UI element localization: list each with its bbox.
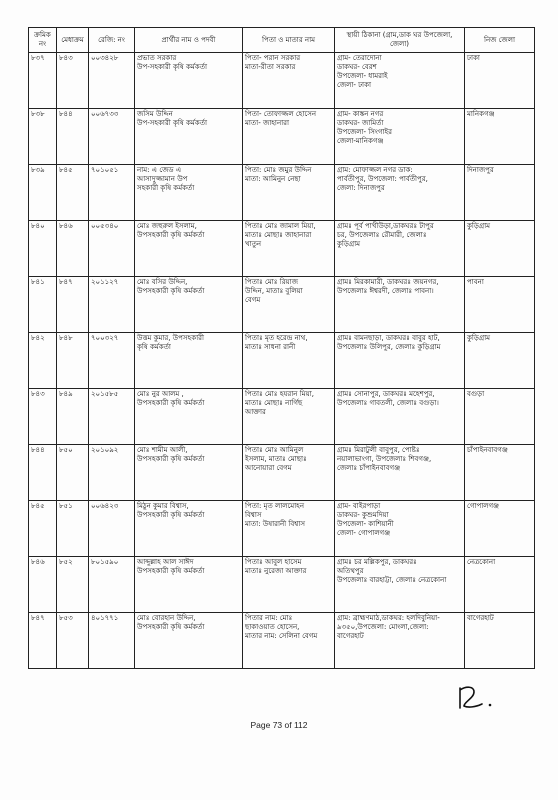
- address-line: উপজেলাঃ গাবতলী, জেলাঃ বগুড়া।: [337, 399, 439, 407]
- cell-reg: ০০৩৪২৮: [89, 53, 135, 109]
- cell-merit: ৮৪৩: [57, 53, 89, 109]
- cell-reg: ২০১৫৮৫: [89, 389, 135, 445]
- table-row: [29, 613, 535, 669]
- cell-district: বাগেরহাট: [465, 613, 535, 669]
- address-line: জেলা: দিনাজপুর: [337, 184, 385, 192]
- cell-serial: ৮৪০: [29, 221, 57, 277]
- cell-merit: ৮৪৯: [57, 389, 89, 445]
- name-line: মোঃ বসির উদ্দিন,: [137, 278, 188, 286]
- parents-line: পিতাঃ মোঃ আমিনুল: [245, 446, 304, 454]
- cell-district: কুড়িগ্রাম: [465, 333, 535, 389]
- cell-reg: ৭০০৩২৭: [89, 333, 135, 389]
- name-line: উত্তম কুমার, উপসহকারী: [137, 334, 204, 342]
- cell-serial: ৮৩৯: [29, 165, 57, 221]
- address-line: গ্রামঃ মিরকামারী, ডাকঘরঃ জয়নগর,: [337, 278, 439, 286]
- name-line: উপসহকারী কৃষি কর্মকর্তা: [137, 231, 205, 239]
- parents-line: পিতা- তোফাজ্জল হোসেন: [245, 110, 317, 118]
- cell-serial: ৮৩৮: [29, 109, 57, 165]
- table-header-row: [29, 28, 535, 53]
- cell-reg: ০০৬৭৩৩: [89, 109, 135, 165]
- parents-line: মাতাঃ সাধনা রানী: [245, 343, 296, 351]
- cell-address: [335, 501, 465, 557]
- cell-district: গোপালগঞ্জ: [465, 501, 535, 557]
- cell-reg: ৭০১০৫১: [89, 165, 135, 221]
- cell-serial: ৮৩৭: [29, 53, 57, 109]
- table-row: [29, 501, 535, 557]
- cell-district: বগুড়া: [465, 389, 535, 445]
- address-line: গ্রাম: মোফাজ্জল নগর ডাক:: [337, 166, 413, 174]
- address-line: গ্রামঃ পূর্ব পাখীউড়া,ডাকঘরঃ টাপুর: [337, 222, 434, 230]
- cell-address: [335, 557, 465, 613]
- address-line: উপজেলাঃ ঈশ্বরদী, জেলাঃ পাবনা।: [337, 287, 434, 295]
- parents-line: আনোয়ারা বেগম: [245, 464, 292, 472]
- address-line: জেলা- গোপালগঞ্জ: [337, 529, 391, 537]
- cell-district: ঢাকা: [465, 53, 535, 109]
- name-line: উপ-সহকারী কৃষি কর্মকর্তা: [137, 119, 207, 127]
- cell-name: [135, 333, 243, 389]
- address-line: গ্রাম: ব্রাহ্মণমাঠ,ডাকঘর: হলদিবুনিয়া-: [337, 614, 440, 622]
- cell-parents: [243, 333, 335, 389]
- parents-line: বিশ্বাস: [245, 511, 262, 519]
- table-row: [29, 53, 535, 109]
- table-row: [29, 333, 535, 389]
- cell-address: [335, 389, 465, 445]
- parents-line: পিতাঃ আবুল হাসেম: [245, 558, 302, 566]
- cell-parents: [243, 613, 335, 669]
- cell-name: [135, 445, 243, 501]
- name-line: উপসহকারী কৃষি কর্মকর্তা: [137, 623, 205, 631]
- cell-parents: [243, 109, 335, 165]
- parents-line: আক্তার: [245, 408, 266, 416]
- cell-district: মানিকগঞ্জ: [465, 109, 535, 165]
- cell-name: [135, 613, 243, 669]
- cell-reg: ৪০১৭৭১: [89, 613, 135, 669]
- parents-line: মাতাঃ মোছাঃ নার্গিছ: [245, 399, 303, 407]
- cell-address: [335, 165, 465, 221]
- address-line: গ্রামঃ মিরাটুলী বাবুপুর, পোষ্টঃ: [337, 446, 420, 454]
- address-line: জেলা- ঢাকা: [337, 81, 372, 89]
- address-line: ডাকঘর- বেরশ: [337, 63, 377, 71]
- cell-address: [335, 445, 465, 501]
- address-line: ডাকঘর- কুশুমদিয়া: [337, 511, 389, 519]
- parents-line: মাতা: আমিনুন নেছা: [245, 175, 301, 183]
- name-line: সহকারী কৃষি কর্মকর্তা: [137, 184, 195, 192]
- cell-merit: ৮৪৮: [57, 333, 89, 389]
- cell-reg: ৮০১৫৯০: [89, 557, 135, 613]
- cell-serial: ৮৪৭: [29, 613, 57, 669]
- cell-district: দিনাজপুর: [465, 165, 535, 221]
- parents-line: পিতাঃ মোঃ রিয়াজ: [245, 278, 298, 286]
- cell-name: [135, 501, 243, 557]
- cell-address: [335, 53, 465, 109]
- address-line: জেলাঃ চাঁপাইনবাবগঞ্জ: [337, 464, 401, 472]
- name-line: উপসহকারী কৃষি কর্মকর্তা: [137, 511, 205, 519]
- parents-line: মাতা: উষারানী বিশ্বাস: [245, 520, 305, 528]
- cell-reg: ২০১১২৭: [89, 277, 135, 333]
- cell-parents: [243, 557, 335, 613]
- parents-line: মাতার নাম: সেলিনা বেগম: [245, 632, 318, 640]
- name-line: মোঃ বোরহান উদ্দিন,: [137, 614, 196, 622]
- cell-parents: [243, 53, 335, 109]
- address-line: ৯৩৫০,উপজেলা: মোংলা,জেলা:: [337, 623, 429, 631]
- cell-parents: [243, 389, 335, 445]
- cell-merit: ৮৪৪: [57, 109, 89, 165]
- page-number: Page 73 of 112: [250, 720, 308, 730]
- parents-line: পিতাঃ মোঃ হযরান মিয়া,: [245, 390, 314, 398]
- cell-name: [135, 53, 243, 109]
- address-line: গ্রাম- বাইরপাড়া: [337, 502, 381, 510]
- parents-line: মাতা- জাহানারা: [245, 119, 290, 127]
- name-line: মোঃ নুর আলম ,: [137, 390, 184, 398]
- cell-serial: ৮৪৫: [29, 501, 57, 557]
- cell-address: [335, 109, 465, 165]
- header-serial: ক্রমিক নং: [29, 28, 57, 53]
- address-line: চর, উপজেলাঃ রৌমারী, জেলাঃ: [337, 231, 427, 239]
- signature-mark: [452, 684, 500, 712]
- cell-parents: [243, 165, 335, 221]
- name-line: মোঃ জহুরুল ইসলাম,: [137, 222, 197, 230]
- cell-serial: ৮৪২: [29, 333, 57, 389]
- parents-line: পিতাঃ মোঃ জামাল মিয়া,: [245, 222, 316, 230]
- address-line: গ্রাম- কাঙ্কন নগর: [337, 110, 384, 118]
- name-line: উপসহকারী কৃষি কর্মকর্তা: [137, 399, 205, 407]
- header-district: নিজ জেলা: [465, 28, 535, 53]
- cell-merit: ৮৫২: [57, 557, 89, 613]
- address-line: গ্রামঃ সোনাপুর, ডাকঘরঃ মহেশপুর,: [337, 390, 435, 398]
- cell-district: পাবনা: [465, 277, 535, 333]
- candidate-table: [28, 27, 535, 669]
- address-line: পার্বতীপুর, উপজেলা: পার্বতীপুর,: [337, 175, 428, 183]
- cell-address: [335, 333, 465, 389]
- parents-line: ইসলাম, মাতাঃ মোছাঃ: [245, 455, 307, 463]
- parents-line: খাতুন: [245, 240, 262, 248]
- name-line: উপসহকারী কৃষি কর্মকর্তা: [137, 567, 205, 575]
- cell-merit: ৮৪৬: [57, 221, 89, 277]
- parents-line: উদ্দিন, মাতাঃ বুলিয়া: [245, 287, 303, 295]
- cell-address: [335, 221, 465, 277]
- cell-name: [135, 221, 243, 277]
- parents-line: মাতাঃ নুরেজা আক্তার: [245, 567, 307, 575]
- cell-reg: ২০১০৯২: [89, 445, 135, 501]
- address-line: নয়ালাভাংগা, উপজেলাঃ শিবগঞ্জ,: [337, 455, 432, 463]
- cell-parents: [243, 445, 335, 501]
- address-line: উপজেলাঃ বারহাট্টা, জেলাঃ নেত্রকোনা: [337, 576, 447, 584]
- cell-serial: ৮৪১: [29, 277, 57, 333]
- cell-district: নেত্রকোনা: [465, 557, 535, 613]
- address-line: বাগেরহাট: [337, 632, 364, 640]
- address-line: উপজেলা- সিংগাইর: [337, 128, 393, 136]
- table-row: [29, 221, 535, 277]
- address-line: গ্রাম- তেরাদোনা: [337, 54, 382, 62]
- parents-line: বেগম: [245, 296, 261, 304]
- table-row: [29, 445, 535, 501]
- address-line: গ্রামঃ বামনছাড়া, ডাকঘরঃ বাবুর হাট,: [337, 334, 440, 342]
- cell-serial: ৮৪৪: [29, 445, 57, 501]
- cell-merit: ৮৫০: [57, 445, 89, 501]
- parents-line: পিতাঃ মৃত হরেন্দ্র নাথ,: [245, 334, 308, 342]
- cell-name: [135, 165, 243, 221]
- cell-district: চাঁপাইনবাবগঞ্জ: [465, 445, 535, 501]
- cell-merit: ৮৫৩: [57, 613, 89, 669]
- name-line: উপসহকারী কৃষি কর্মকর্তা: [137, 455, 205, 463]
- parents-line: পিতা- পরান সরকার: [245, 54, 301, 62]
- parents-line: মাতা-রীতা সরকার: [245, 63, 296, 71]
- table-row: [29, 557, 535, 613]
- address-line: উপজেলাঃ উলিপুর, জেলাঃ কুড়িগ্রাম: [337, 343, 441, 351]
- cell-district: কুড়িগ্রাম: [465, 221, 535, 277]
- cell-merit: ৮৫১: [57, 501, 89, 557]
- address-line: অতিথপুর: [337, 567, 364, 575]
- parents-line: মাতাঃ মোছাঃ জাহানারা: [245, 231, 312, 239]
- name-line: মিঠুন কুমার বিশ্বাস,: [137, 502, 189, 510]
- cell-name: [135, 277, 243, 333]
- address-line: উপজেলা- ধামরাই: [337, 72, 388, 80]
- cell-merit: ৮৪৭: [57, 277, 89, 333]
- name-line: প্রভাত সরকার: [137, 54, 177, 62]
- cell-name: [135, 109, 243, 165]
- parents-line: পিতার নাম: মোঃ: [245, 614, 293, 622]
- address-line: জেলা-মানিকগঞ্জ: [337, 137, 384, 145]
- cell-address: [335, 613, 465, 669]
- header-address: স্থায়ী ঠিকানা (গ্রাম,ডাক ঘর উপজেলা, জেলা): [335, 28, 465, 53]
- cell-reg: ০০৫৩৪০: [89, 221, 135, 277]
- cell-name: [135, 557, 243, 613]
- parents-line: ছাকাওয়াত হোসেন,: [245, 623, 300, 631]
- header-parents: পিতা ও মাতার নাম: [243, 28, 335, 53]
- parents-line: পিতা: মোঃ জমুর উদ্দিন: [245, 166, 312, 174]
- name-line: নাম: এ জেড এ: [137, 166, 182, 174]
- table-row: [29, 389, 535, 445]
- name-line: জসিম উদ্দিন: [137, 110, 173, 118]
- name-line: উপসহকারী কৃষি কর্মকর্তা: [137, 287, 205, 295]
- cell-serial: ৮৪৬: [29, 557, 57, 613]
- name-line: কৃষি কর্মকর্তা: [137, 343, 171, 351]
- address-line: উপজেলা- কাশিয়ানী: [337, 520, 394, 528]
- table-row: [29, 165, 535, 221]
- name-line: আব্দুল্লাহ আল সাঈদ: [137, 558, 194, 566]
- cell-name: [135, 389, 243, 445]
- address-line: কুড়িগ্রাম: [337, 240, 361, 248]
- cell-reg: ০০৬৪২৩: [89, 501, 135, 557]
- table-row: [29, 277, 535, 333]
- cell-parents: [243, 277, 335, 333]
- header-merit: মেধাক্রম: [57, 28, 89, 53]
- name-line: মোঃ শামীম আলী,: [137, 446, 188, 454]
- address-line: গ্রামঃ চর মল্লিকপুর, ডাকঘরঃ: [337, 558, 417, 566]
- cell-parents: [243, 221, 335, 277]
- cell-merit: ৮৪৫: [57, 165, 89, 221]
- cell-serial: ৮৪৩: [29, 389, 57, 445]
- header-reg: রেজি: নং: [89, 28, 135, 53]
- address-line: ডাকঘর- জামির্তা: [337, 119, 384, 127]
- name-line: উপ-সহকারী কৃষি কর্মকর্তা: [137, 63, 207, 71]
- name-line: আসাদুজ্জামান উপ: [137, 175, 188, 183]
- header-name: প্রার্থীর নাম ও পদবী: [135, 28, 243, 53]
- cell-parents: [243, 501, 335, 557]
- table-row: [29, 109, 535, 165]
- parents-line: পিতা: মৃত লালমোহন: [245, 502, 305, 510]
- cell-address: [335, 277, 465, 333]
